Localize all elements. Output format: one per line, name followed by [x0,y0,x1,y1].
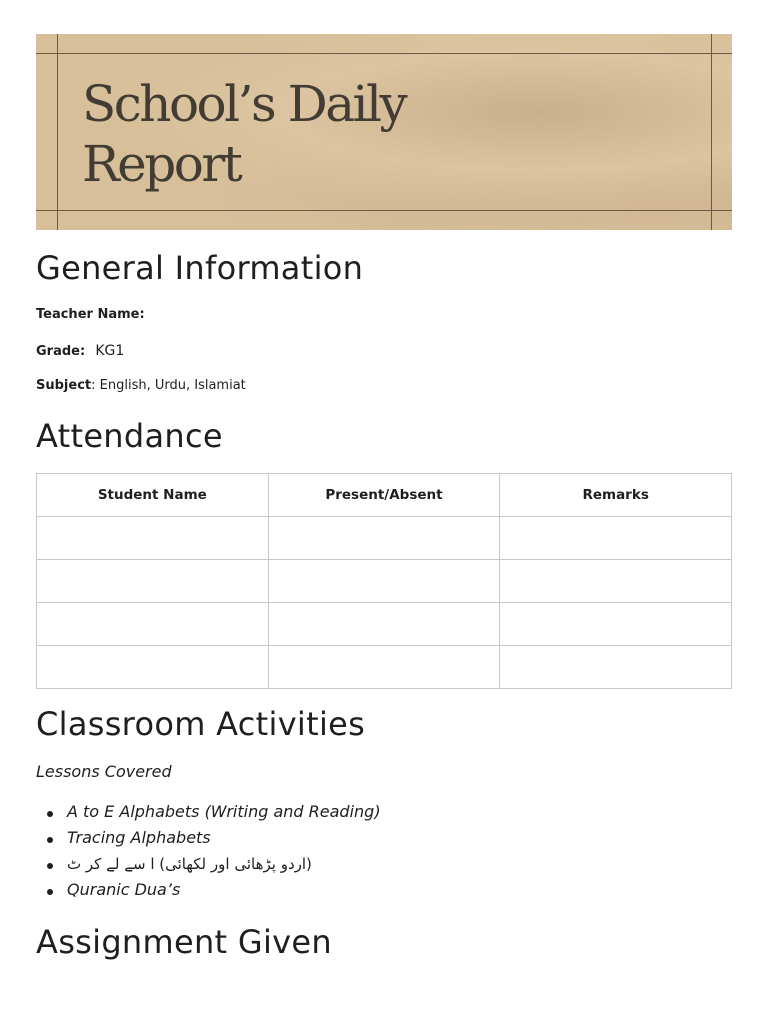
column-header-present-absent: Present/Absent [268,474,500,517]
remarks-cell[interactable] [500,560,732,603]
banner-frame-top [36,53,732,54]
section-classroom-activities: Classroom Activities [36,705,366,743]
table-row [37,517,732,560]
banner-frame-bottom [36,210,732,211]
lesson-text: (اردو پڑھائی اور لکھائی) ا سے لے کر ٹ [67,855,312,873]
present-absent-cell[interactable] [268,560,500,603]
lesson-text: A to E Alphabets (Writing and Reading) [67,802,381,821]
header-banner [36,34,732,230]
grade-label: Grade: [36,344,86,359]
student-name-cell[interactable] [37,603,269,646]
bullet-icon [47,863,53,869]
table-header-row [37,474,732,517]
table-row [37,646,732,689]
list-item [36,800,381,826]
column-header-remarks: Remarks [500,474,732,517]
bullet-icon [47,889,53,895]
subject-row [36,377,246,395]
attendance-table [36,473,732,689]
lesson-text: Quranic Dua’s [67,880,181,899]
banner-frame-right [711,34,712,230]
remarks-cell[interactable] [500,646,732,689]
table-row [37,560,732,603]
section-attendance: Attendance [36,417,223,455]
table-row [37,603,732,646]
student-name-cell[interactable] [37,646,269,689]
teacher-name-label: Teacher Name: [36,307,145,322]
bullet-icon [47,837,53,843]
student-name-cell[interactable] [37,517,269,560]
banner-frame-left [57,34,58,230]
bullet-icon [47,811,53,817]
list-item [36,826,381,852]
remarks-cell[interactable] [500,517,732,560]
list-item [36,852,381,878]
section-assignment-given: Assignment Given [36,923,332,961]
lesson-text: Tracing Alphabets [67,828,211,847]
subject-value: : English, Urdu, Islamiat [91,378,246,393]
column-header-student-name: Student Name [37,474,269,517]
subject-label: Subject [36,378,92,393]
lessons-list [36,800,381,904]
lessons-covered-label: Lessons Covered [36,762,172,781]
grade-row [36,342,124,361]
remarks-cell[interactable] [500,603,732,646]
present-absent-cell[interactable] [268,517,500,560]
student-name-cell[interactable] [37,560,269,603]
grade-value: KG1 [95,343,125,359]
present-absent-cell[interactable] [268,603,500,646]
section-general-information: General Information [36,249,364,287]
present-absent-cell[interactable] [268,646,500,689]
teacher-name-row [36,306,145,324]
list-item [36,878,381,904]
report-title: School’s Daily Report [82,75,406,193]
